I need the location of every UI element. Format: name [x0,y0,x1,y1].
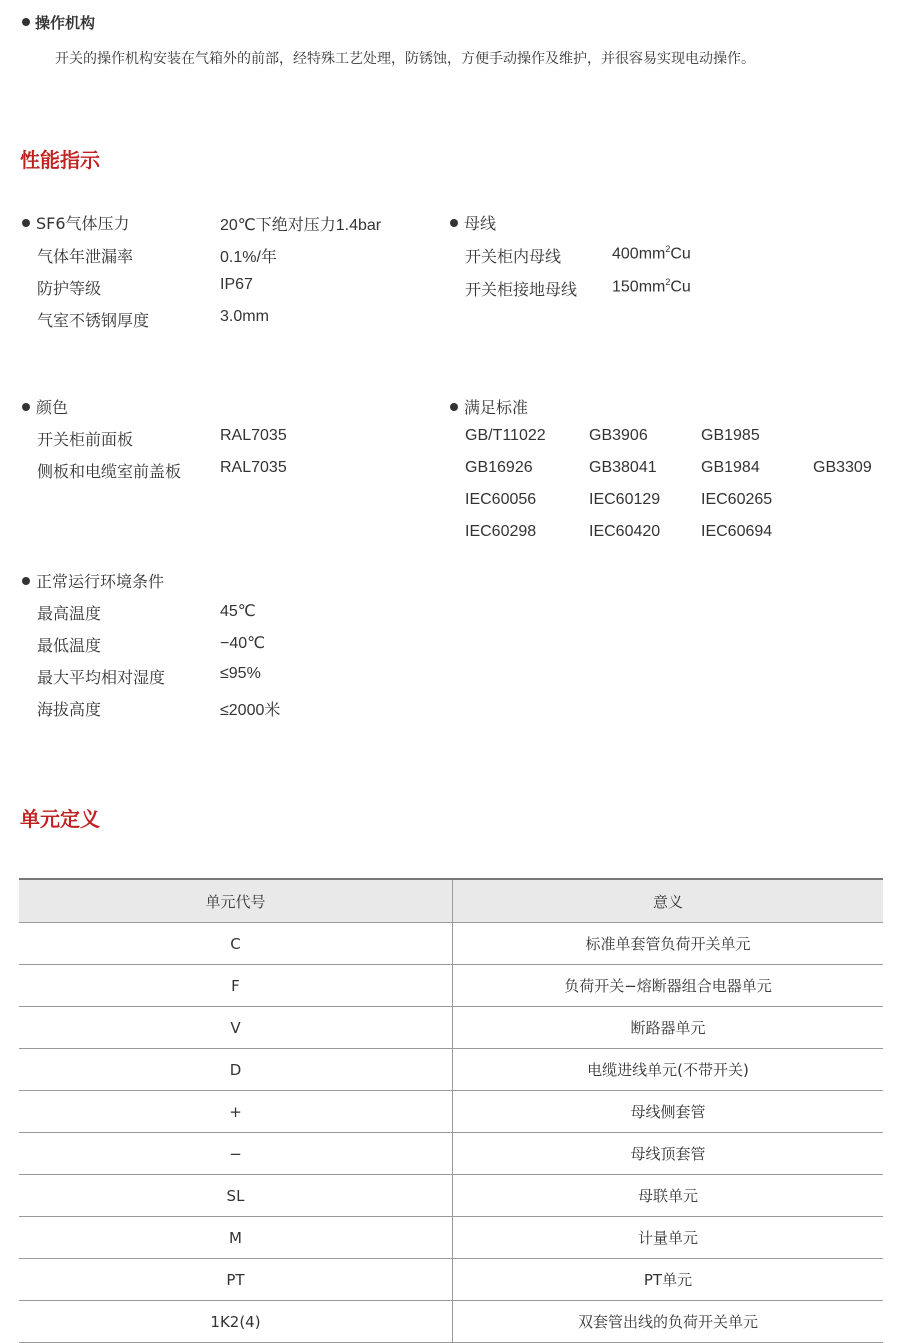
standard-item: IEC60056 [465,491,537,508]
env-row-value [220,665,261,683]
color-row-label: 开关柜前面板 [37,430,134,449]
env-value-text: ≤95% [220,665,261,682]
performance-section-title: 性能指示 [20,148,100,172]
standard-item: IEC60694 [701,523,773,540]
gas-value-text: 3.0mm [220,308,269,325]
standards-title: 满足标准 [464,398,529,417]
unit-code-cell: M [19,1217,453,1259]
standard-item: IEC60265 [701,491,773,508]
busbar-value-suffix: Cu [670,245,691,263]
unit-meaning-cell: 计量单元 [453,1217,884,1259]
gas-row-label: 防护等级 [37,279,102,298]
unit-code-cell: + [19,1091,453,1133]
ops-description: 开关的操作机构安装在气箱外的前部，经特殊工艺处理，防锈蚀，方便手动操作及维护，并很容易实现电动操作。 [55,51,755,67]
unit-code-cell: SL [19,1175,453,1217]
standard-item: GB/T11022 [465,427,546,444]
env-row-label: 最高温度 [37,604,102,623]
gas-pressure-value: 20℃下绝对压力1.4bar [220,217,382,234]
table-row [19,1049,883,1091]
gas-value-text: IP67 [220,276,253,293]
standard-item: GB3309 [813,459,872,476]
unit-code-cell: 1K2(4) [19,1301,453,1343]
unit-code-cell: F [19,965,453,1007]
color-row-value [220,459,287,477]
gas-value-text: 0.1%/年 [220,249,277,266]
env-title: 正常运行环境条件 [36,572,165,591]
standards-heading [450,395,528,418]
gas-title: SF6气体压力 [36,214,130,233]
bullet-dot-icon [22,219,30,227]
unit-meaning-cell: 电缆进线单元(不带开关) [453,1049,884,1091]
color-heading [22,395,68,418]
env-row-label: 海拔高度 [37,700,102,719]
unit-meaning-cell: 母线顶套管 [453,1133,884,1175]
standard-item: IEC60129 [589,491,661,508]
table-row [19,1301,883,1343]
bullet-dot-icon [22,18,30,26]
unit-meaning-cell: 母线侧套管 [453,1091,884,1133]
table-row [19,1133,883,1175]
bullet-dot-icon [22,577,30,585]
busbar-row-value [612,244,691,263]
color-value-text: RAL7035 [220,459,287,476]
unit-code-cell: V [19,1007,453,1049]
unit-code-cell: PT [19,1259,453,1301]
standard-item: GB1985 [701,427,760,444]
unit-code-cell: C [19,923,453,965]
header-code: 单元代号 [19,879,453,923]
standard-item: IEC60420 [589,523,661,540]
env-heading [22,569,164,592]
color-row-value [220,427,287,445]
busbar-title: 母线 [464,214,497,233]
unit-meaning-cell: 负荷开关−熔断器组合电器单元 [453,965,884,1007]
busbar-row-label: 开关柜内母线 [465,247,562,266]
busbar-value-text: 400mm [612,245,666,263]
table-row [19,923,883,965]
unit-code-cell: D [19,1049,453,1091]
unit-meaning-cell: 断路器单元 [453,1007,884,1049]
env-row-value [220,601,256,621]
standard-item: IEC60298 [465,523,537,540]
unit-code-cell: − [19,1133,453,1175]
env-value-text: ≤2000米 [220,702,281,719]
env-row-value [220,697,280,720]
color-row-label: 侧板和电缆室前盖板 [37,462,182,481]
gas-row-value [220,244,277,267]
standard-item: GB1984 [701,459,760,476]
bullet-dot-icon [22,403,30,411]
standard-item: GB16926 [465,459,533,476]
busbar-row-value [612,277,691,296]
busbar-value-suffix: Cu [670,278,691,296]
busbar-heading [450,211,496,234]
standard-item: GB3906 [589,427,648,444]
gas-heading [22,211,130,234]
env-row-value [220,633,265,653]
table-row [19,1259,883,1301]
ops-title: 操作机构 [35,14,96,32]
env-value-text: 45℃ [220,603,256,620]
gas-row-value [220,308,269,326]
units-table-header-row [19,879,883,923]
unit-meaning-cell: 双套管出线的负荷开关单元 [453,1301,884,1343]
unit-meaning-cell: 母联单元 [453,1175,884,1217]
gas-row-label: 气体年泄漏率 [37,247,134,266]
table-row [19,1007,883,1049]
units-section-title: 单元定义 [20,807,100,831]
header-meaning: 意义 [453,879,884,923]
unit-meaning-cell: PT单元 [453,1259,884,1301]
ops-heading [22,12,95,33]
color-value-text: RAL7035 [220,427,287,444]
busbar-value-superscript: 2 [665,277,671,287]
units-table-body [19,923,883,1343]
bullet-dot-icon [450,403,458,411]
gas-row-value [220,276,253,294]
env-row-label: 最大平均相对湿度 [37,668,166,687]
table-row [19,965,883,1007]
env-row-label: 最低温度 [37,636,102,655]
busbar-row-label: 开关柜接地母线 [465,280,578,299]
gas-row-label: 气室不锈钢厚度 [37,311,150,330]
standard-item: GB38041 [589,459,657,476]
units-table [19,878,883,1343]
table-row [19,1091,883,1133]
table-row [19,1217,883,1259]
env-value-text: −40℃ [220,635,266,652]
busbar-value-superscript: 2 [665,244,671,254]
bullet-dot-icon [450,219,458,227]
busbar-value-text: 150mm [612,278,666,296]
color-title: 颜色 [36,398,69,417]
table-row [19,1175,883,1217]
unit-meaning-cell: 标准单套管负荷开关单元 [453,923,884,965]
